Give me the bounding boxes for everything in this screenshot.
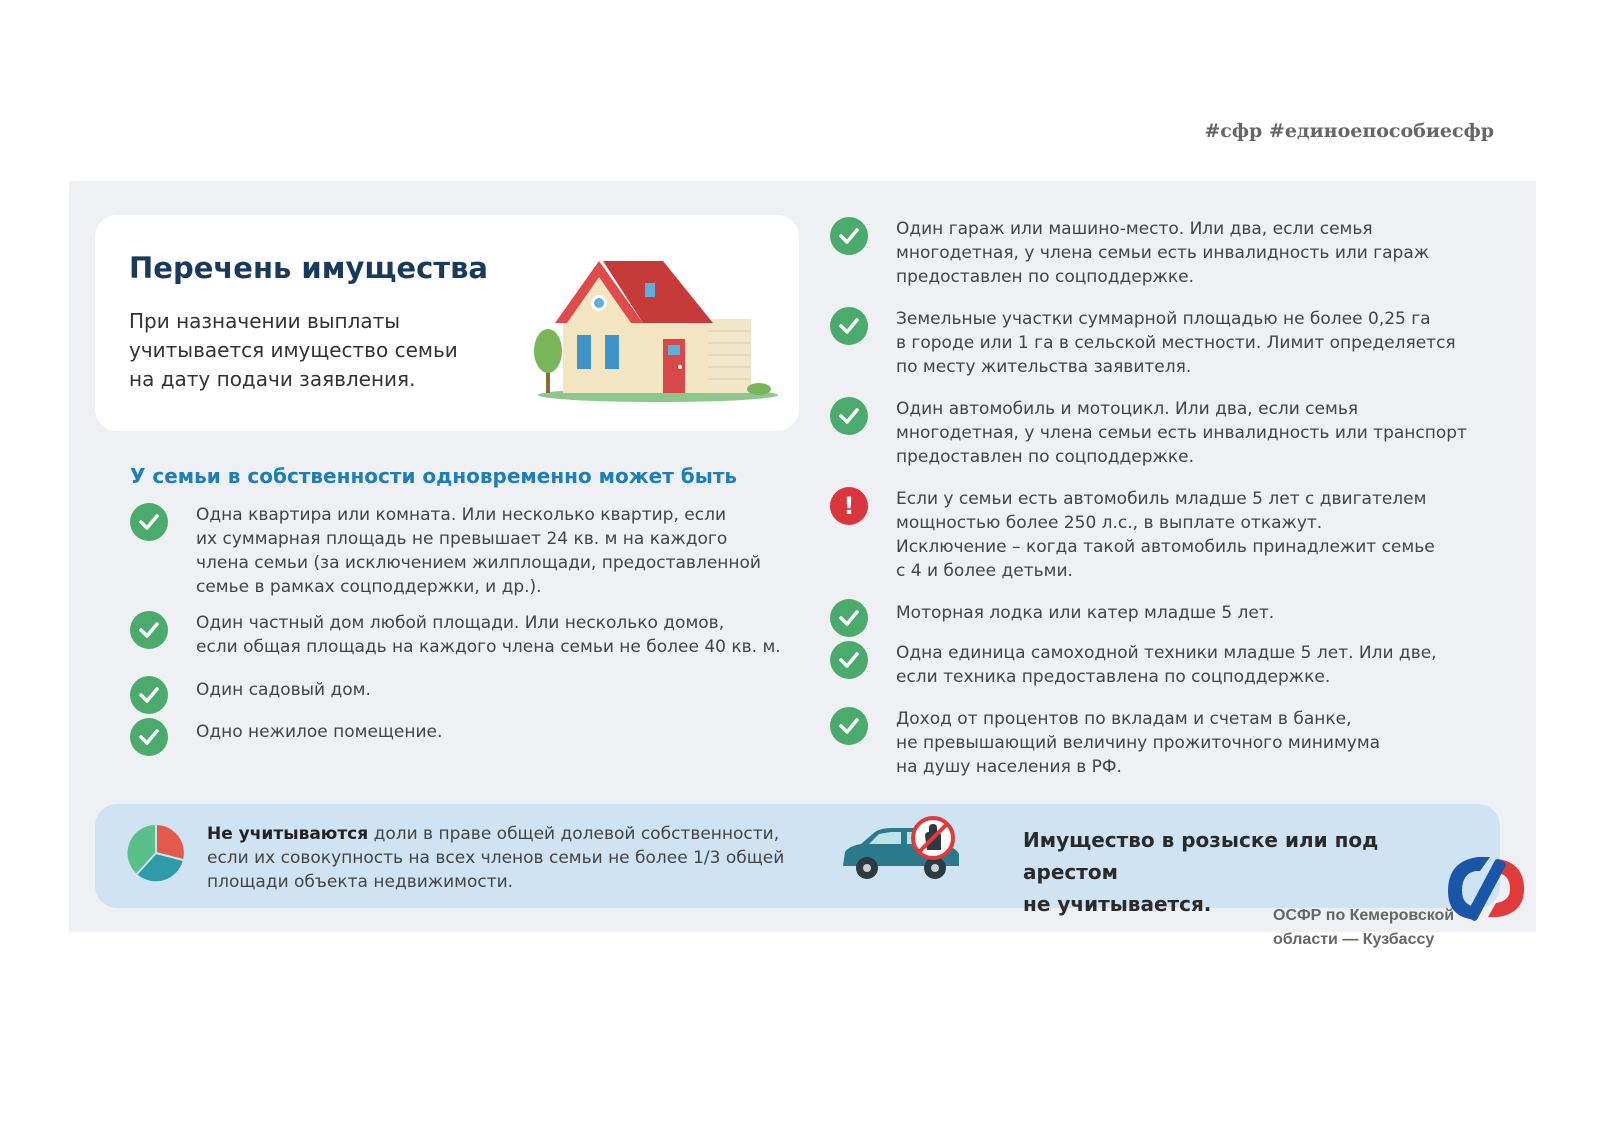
list-item-text xyxy=(896,601,1506,625)
check-icon xyxy=(130,611,168,649)
infographic-panel xyxy=(69,181,1536,932)
shares-note xyxy=(207,822,807,894)
title-card xyxy=(95,215,799,431)
text-line: Одна единица самоходной техники младше 5 лет. Или две, xyxy=(896,643,1437,663)
hashtags: #сфр #единоепособиесфр xyxy=(1204,120,1494,142)
text-line: площади объекта недвижимости. xyxy=(207,872,514,892)
text-line: Один садовый дом. xyxy=(196,680,371,700)
text-line: их суммарная площадь не превышает 24 кв. м на каждого xyxy=(196,529,728,549)
text-line: на душу населения в РФ. xyxy=(896,757,1122,777)
list-item-text xyxy=(896,641,1506,689)
check-icon xyxy=(830,599,868,637)
car-icon xyxy=(835,816,965,888)
text-line: с 4 и более детьми. xyxy=(896,561,1073,581)
list-item-text xyxy=(196,611,836,659)
title-line: При назначении выплаты xyxy=(129,309,401,333)
text-line: Один частный дом любой площади. Или несколько домов, xyxy=(196,613,725,633)
text-line: не учитывается. xyxy=(1023,892,1212,916)
alert-icon: ! xyxy=(830,487,868,525)
text-line: если общая площадь на каждого члена семьи не более 40 кв. м. xyxy=(196,637,781,657)
text-line: семье в рамках соцподдержки, и др.). xyxy=(196,577,542,597)
title-line: учитывается имущество семьи xyxy=(129,338,458,362)
note-bold: Не учитываются xyxy=(207,824,369,844)
text-line: предоставлен по соцподдержке. xyxy=(896,447,1195,467)
section-subheading: У семьи в собственности одновременно может быть xyxy=(130,464,738,488)
text-line: Земельные участки суммарной площадью не более 0,25 га xyxy=(896,309,1431,329)
list-item-text xyxy=(196,720,796,744)
list-item-text xyxy=(896,217,1506,289)
text-line: Доход от процентов по вкладам и счетам в банке, xyxy=(896,709,1352,729)
check-icon xyxy=(130,503,168,541)
check-icon xyxy=(830,307,868,345)
check-icon xyxy=(830,641,868,679)
text-line: Один гараж или машино-место. Или два, если семья xyxy=(896,219,1373,239)
text-line: члена семьи (за исключением жилплощади, предоставленной xyxy=(196,553,761,573)
check-icon xyxy=(130,676,168,714)
text-line: если их совокупность на всех членов семьи не более 1/3 общей xyxy=(207,848,785,868)
text-line: если техника предоставлена по соцподдержке. xyxy=(896,667,1331,687)
text-line: по месту жительства заявителя. xyxy=(896,357,1192,377)
text-line: многодетная, у члена семьи есть инвалидность или гараж xyxy=(896,243,1430,263)
list-item-text xyxy=(196,503,796,599)
title-line: на дату подачи заявления. xyxy=(129,367,416,391)
list-item-text xyxy=(896,487,1506,583)
check-icon xyxy=(130,718,168,756)
text-line: Исключение – когда такой автомобиль принадлежит семье xyxy=(896,537,1435,557)
text-line: предоставлен по соцподдержке. xyxy=(896,267,1195,287)
text-line: в городе или 1 га в сельской местности. Лимит определяется xyxy=(896,333,1456,353)
text-line: Один автомобиль и мотоцикл. Или два, если семья xyxy=(896,399,1359,419)
list-item-text xyxy=(196,678,796,702)
text-line: области — Кузбассу xyxy=(1273,931,1435,948)
text-line: ОСФР по Кемеровской xyxy=(1273,907,1455,924)
text-line: Имущество в розыске или под арестом xyxy=(1023,828,1379,884)
list-item-text xyxy=(896,307,1506,379)
check-icon xyxy=(830,397,868,435)
text-line: Моторная лодка или катер младше 5 лет. xyxy=(896,603,1275,623)
page-title: Перечень имущества xyxy=(129,251,488,285)
list-item-text xyxy=(896,707,1506,779)
pie-chart-icon xyxy=(125,822,187,884)
text-line: Если у семьи есть автомобиль младше 5 лет с двигателем xyxy=(896,489,1427,509)
check-icon xyxy=(830,707,868,745)
title-description xyxy=(129,307,509,394)
organization-name xyxy=(1273,904,1454,952)
text-line xyxy=(207,822,807,846)
text-line: многодетная, у члена семьи есть инвалидность или транспорт xyxy=(896,423,1467,443)
house-icon xyxy=(533,259,783,404)
check-icon xyxy=(830,217,868,255)
text-line: не превышающий величину прожиточного минимума xyxy=(896,733,1381,753)
note-text: доли в праве общей долевой собственности, xyxy=(368,824,780,844)
text-line: Одно нежилое помещение. xyxy=(196,722,443,742)
text-line: мощностью более 250 л.с., в выплате откажут. xyxy=(896,513,1323,533)
list-item-text xyxy=(896,397,1506,469)
text-line: Одна квартира или комната. Или несколько квартир, если xyxy=(196,505,726,525)
